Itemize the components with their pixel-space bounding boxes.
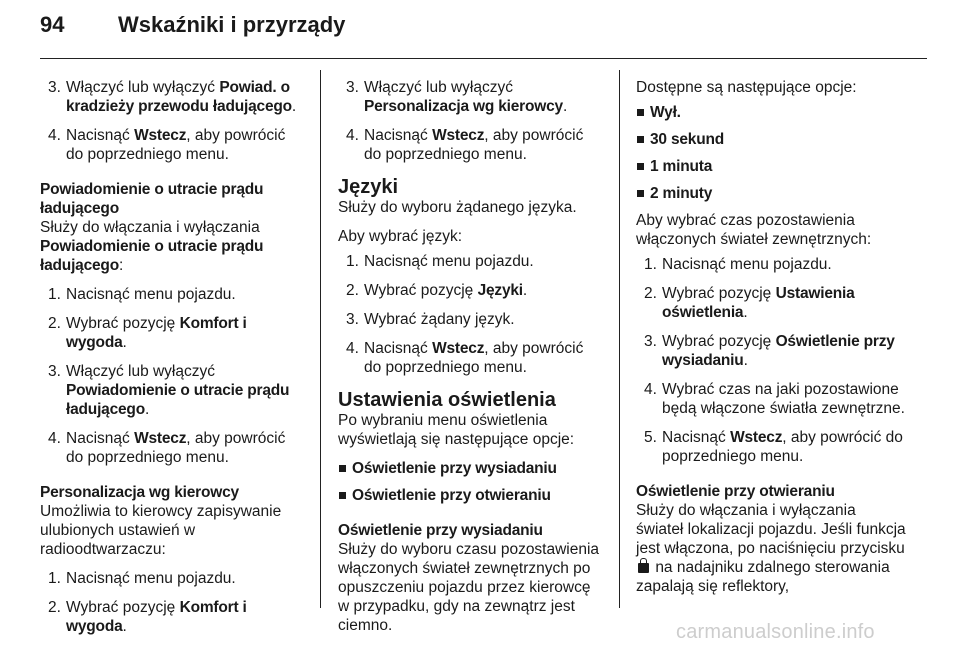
list-item: 4. Nacisnąć Wstecz, aby powrócić do poprzedniego menu. <box>346 340 584 376</box>
list-item: 5. Nacisnąć Wstecz, aby powrócić do poprzedniego menu. <box>644 429 903 465</box>
list-item: 30 sekund <box>636 130 906 149</box>
page-title: Wskaźniki i przyrządy <box>118 12 346 37</box>
list-item: Oświetlenie przy otwieraniu <box>338 486 600 505</box>
section-heading: Powiadomienie o utracie prądu ładującego <box>40 181 264 217</box>
section-text: Dostępne są następujące opcje: <box>636 79 857 96</box>
column-1 <box>40 78 302 646</box>
list-item: 4. Wybrać czas na jaki pozostawione będą włączone światła zewnętrzne. <box>644 381 905 417</box>
steps-list <box>338 252 600 377</box>
list-item: 3. Włączyć lub wyłączyć Personalizacja wg kierowcy. <box>346 79 568 115</box>
bullet-list <box>338 459 600 505</box>
bullet-icon <box>339 492 346 499</box>
list-item: 4. Nacisnąć Wstecz, aby powrócić do poprzedniego menu. <box>48 127 286 163</box>
list-item: 4. Nacisnąć Wstecz, aby powrócić do poprzedniego menu. <box>346 127 584 163</box>
section-text: Po wybraniu menu oświetlenia wyświetlają się następujące opcje: <box>338 412 575 448</box>
section-text: Służy do wyboru żądanego języka. <box>338 199 577 216</box>
list-item: 2. Wybrać pozycję Komfort i wygoda. <box>48 599 247 635</box>
page-number: 94 <box>40 12 65 37</box>
section-heading: Oświetlenie przy wysiadaniu <box>338 522 543 539</box>
list-item: 2. Wybrać pozycję Języki. <box>346 282 528 299</box>
list-item: 1. Nacisnąć menu pojazdu. <box>346 253 534 270</box>
bullet-list <box>636 103 906 203</box>
page-header <box>40 12 345 38</box>
section-heading: Personalizacja wg kierowcy <box>40 484 239 501</box>
list-item: 1. Nacisnąć menu pojazdu. <box>48 570 236 587</box>
list-item: 1. Nacisnąć menu pojazdu. <box>644 256 832 273</box>
section-text: Umożliwia to kierowcy zapisywanie ulubionych ustawień w radioodtwarzaczu: <box>40 503 282 558</box>
section-text: Służy do włączania i wyłączania Powiadomienie o utracie prądu ładującego: <box>40 219 264 274</box>
list-item: 1. Nacisnąć menu pojazdu. <box>48 286 236 303</box>
bullet-icon <box>637 190 644 197</box>
steps-list <box>636 255 906 466</box>
section-text: Służy do wyboru czasu pozostawienia włączonych świateł zewnętrznych po opuszczeniu pojazdu przez kierowcę w przypadku, gdy na zewnątrz jest ciemno. <box>338 541 600 634</box>
section-heading-lighting: Ustawienia oświetlenia <box>338 389 556 411</box>
column-divider <box>320 70 321 608</box>
section-text: Aby wybrać język: <box>338 228 463 245</box>
list-item: 3. Wybrać pozycję Oświetlenie przy wysiadaniu. <box>644 333 895 369</box>
bullet-icon <box>339 465 346 472</box>
bullet-icon <box>637 163 644 170</box>
section-text: Aby wybrać czas pozostawienia włączonych świateł zewnętrznych: <box>636 212 872 248</box>
list-item: 1 minuta <box>636 157 906 176</box>
list-item: 3. Włączyć lub wyłączyć Powiad. o kradzieży przewodu ładującego. <box>48 79 297 115</box>
section-heading-languages: Języki <box>338 176 399 198</box>
steps-list <box>40 285 302 467</box>
bullet-icon <box>637 136 644 143</box>
list-item: 3. Włączyć lub wyłączyć Powiadomienie o utracie prądu ładującego. <box>48 363 290 418</box>
column-3 <box>636 78 906 606</box>
lock-icon <box>638 563 649 573</box>
list-item: 3. Wybrać żądany język. <box>346 311 515 328</box>
list-item: Oświetlenie przy wysiadaniu <box>338 459 600 478</box>
column-2 <box>338 78 600 645</box>
list-item: 4. Nacisnąć Wstecz, aby powrócić do poprzedniego menu. <box>48 430 286 466</box>
steps-list <box>40 78 302 164</box>
section-heading: Oświetlenie przy otwieraniu <box>636 483 835 500</box>
section-text: Służy do włączania i wyłączania świateł lokalizacji pojazdu. Jeśli funkcja jest włączona, po naciśnięciu przycisku na nadajniku zdalnego sterowania zapalają się reflektory, <box>636 502 906 595</box>
list-item: 2. Wybrać pozycję Komfort i wygoda. <box>48 315 247 351</box>
steps-list <box>338 78 600 164</box>
steps-list <box>40 569 302 636</box>
watermark: carmanualsonline.info <box>676 621 875 643</box>
list-item: 2. Wybrać pozycję Ustawienia oświetlenia. <box>644 285 855 321</box>
column-divider <box>619 70 620 608</box>
list-item: Wył. <box>636 103 906 122</box>
bullet-icon <box>637 109 644 116</box>
header-rule <box>40 58 927 59</box>
list-item: 2 minuty <box>636 184 906 203</box>
